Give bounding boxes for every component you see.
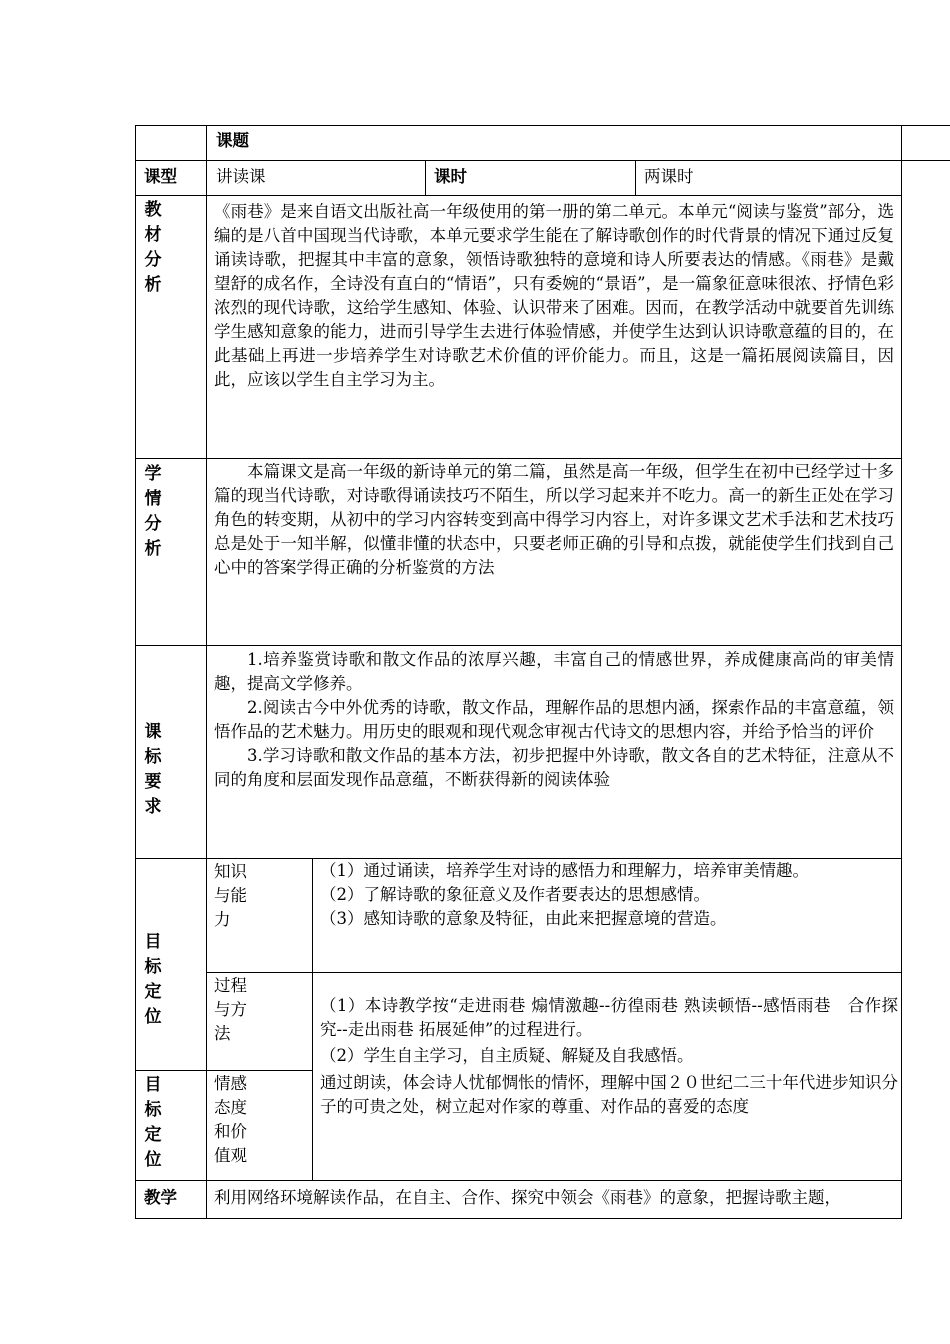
learner-label: 学 情 分 析 — [144, 464, 162, 559]
standard-item: 3.学习诗歌和散文作品的基本方法，初步把握中外诗歌，散文各自的艺术特征，注意从不同的角度和层面发现作品意蕴，不断获得新的阅读体验 — [214, 746, 894, 789]
standard-item: 1.培养鉴赏诗歌和散文作品的浓厚兴趣，丰富自己的情感世界，养成健康高尚的审美情趣，提高文学修养。 — [214, 650, 894, 693]
learner-text: 本篇课文是高一年级的新诗单元的第二篇，虽然是高一年级，但学生在初中已经学过十多篇的现当代诗歌，对诗歌得诵读技巧不陌生，所以学习起来并不吃力。高一的新生正处在学习角色的转变期，从初中的学习内容转变到高中得学习内容上，对许多课文艺术手法和艺术技巧总是处于一知半解，似懂非懂的状态中，只要老师正确的引导和点拨，就能使学生们找到自己心中的答案学得正确的分析鉴赏的方法 — [214, 462, 894, 577]
rule-type-mid1 — [425, 160, 426, 195]
rule-bottom — [135, 1218, 902, 1219]
rule-below-keti — [135, 160, 950, 161]
hours-label: 课时 — [434, 167, 467, 186]
rule-below-learner — [135, 645, 902, 646]
process-item: （1）本诗教学按“走进雨巷 煽情激趣--彷徨雨巷 熟读顿悟--感悟雨巷 合作探究--走出雨巷 拓展延伸”的过程进行。 — [320, 996, 898, 1039]
knowledge-item: （2）了解诗歌的象征意义及作者要表达的思想感情。 — [320, 885, 710, 904]
rule-type-mid2 — [635, 160, 636, 195]
rule-left — [135, 125, 136, 1219]
teaching-label: 教学 — [144, 1188, 177, 1207]
rule-below-material — [135, 458, 902, 459]
rule-goal-sub — [312, 858, 313, 1180]
knowledge-item: （3）感知诗歌的意象及特征，由此来把握意境的营造。 — [320, 909, 727, 928]
emotion-label: 情感 态度 和价 值观 — [214, 1074, 247, 1165]
rule-below-type — [135, 195, 902, 196]
material-text: 《雨巷》是来自语文出版社高一年级使用的第一册的第二单元。本单元“阅读与鉴赏”部分，选编的是八首中国现当代诗歌，本单元要求学生能在了解诗歌创作的时代背景的情况下通过反复诵读诗歌，把握其中丰富的意象，领悟诗歌独特的意境和诗人所要表达的情感。《雨巷》是戴望舒的成名作，全诗没有直白的“情语”，只有委婉的“景语”，是一篇象征意味很浓、抒情色彩浓烈的现代诗歌，这给学生感知、体验、认识带来了困难。因而，在教学活动中就要首先训练学生感知意象的能力，进而引导学生去进行体验情感，并使学生达到认识诗歌意蕴的目的，在此基础上再进一步培养学生对诗歌艺术价值的评价能力。而且，这是一篇拓展阅读篇目，因此，应该以学生自主学习为主。 — [214, 202, 894, 389]
rule-top — [135, 125, 950, 126]
rule-right — [901, 125, 902, 1219]
process-text — [320, 994, 898, 1068]
standard-label: 课 标 要 求 — [144, 722, 162, 817]
type-value: 讲读课 — [216, 167, 266, 186]
process-label: 过程 与方 法 — [214, 976, 247, 1043]
type-label: 课型 — [144, 167, 177, 186]
goals-label: 目 标 定 位 — [144, 932, 162, 1027]
rule-below-knowledge — [206, 972, 902, 973]
knowledge-label: 知识 与能 力 — [214, 862, 247, 929]
rule-goal-split — [135, 1070, 312, 1071]
process-item: （2）学生自主学习，自主质疑、解疑及自我感悟。 — [320, 1046, 694, 1065]
keti-label: 课题 — [216, 131, 249, 150]
rule-label-col — [206, 125, 207, 1219]
teaching-text: 利用网络环境解读作品，在自主、合作、探究中领会《雨巷》的意象，把握诗歌主题， — [214, 1188, 841, 1207]
goals-label-2: 目 标 定 位 — [144, 1075, 162, 1170]
standard-item: 2.阅读古今中外优秀的诗歌，散文作品，理解作品的思想内涵，探索作品的丰富意蕴，领悟作品的艺术魅力。用历史的眼观和现代观念审视古代诗文的思想内容，并给予恰当的评价 — [214, 698, 894, 741]
knowledge-text — [320, 859, 898, 931]
knowledge-item: （1）通过诵读，培养学生对诗的感悟力和理解力，培养审美情趣。 — [320, 861, 809, 880]
material-label: 教 材 分 析 — [144, 200, 162, 295]
rule-below-goals — [135, 1180, 902, 1181]
emotion-text: 通过朗读，体会诗人忧郁惆怅的情怀，理解中国２０世纪二三十年代进步知识分子的可贵之处，树立起对作家的尊重、对作品的喜爱的态度 — [320, 1073, 898, 1116]
standard-text — [214, 648, 894, 792]
hours-value: 两课时 — [644, 167, 694, 186]
